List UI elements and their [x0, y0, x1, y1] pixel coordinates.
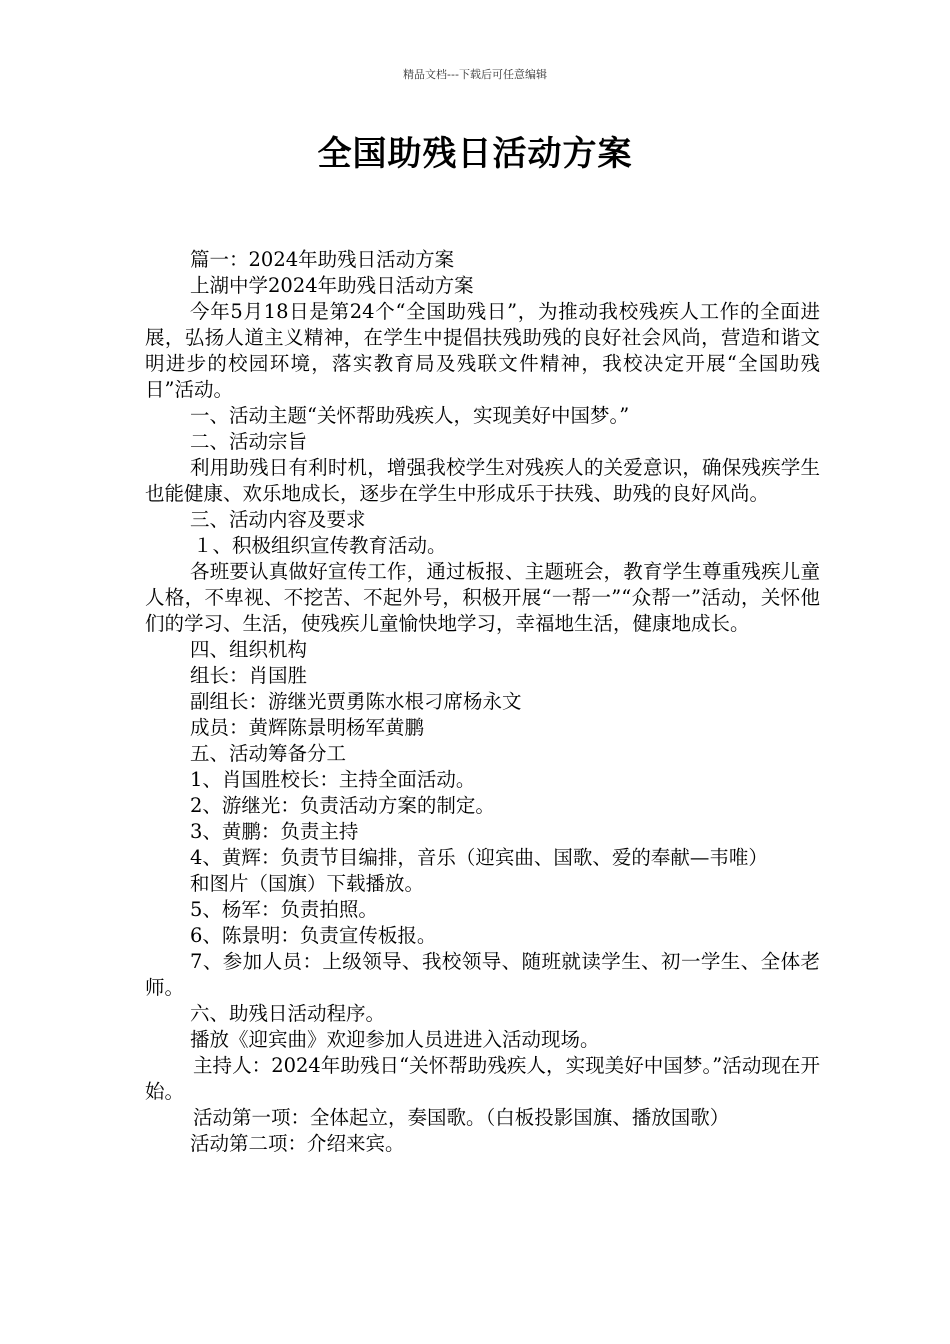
paragraph: 利用助残日有利时机，增强我校学生对残疾人的关爱意识，确保残疾学生也能健康、欢乐地成长，逐步在学生中形成乐于扶残、助残的良好风尚。 [145, 456, 820, 505]
paragraph: 3、黄鹏：负责主持 [190, 820, 359, 843]
paragraph: 篇一：2024年助残日活动方案 [190, 248, 455, 271]
paragraph: 5、杨军：负责拍照。 [190, 898, 378, 921]
paragraph: 活动第二项：介绍来宾。 [190, 1132, 405, 1155]
paragraph: 副组长：游继光贾勇陈水根刁席杨永文 [190, 690, 522, 713]
paragraph: 6、陈景明：负责宣传板报。 [190, 924, 437, 947]
header-note: 精品文档---下载后可任意编辑 [403, 68, 547, 81]
paragraph: 主持人：2024年助残日“关怀帮助残疾人，实现美好中国梦。”活动现在开始。 [145, 1054, 820, 1103]
paragraph: 上湖中学2024年助残日活动方案 [190, 274, 474, 297]
paragraph: 三、活动内容及要求 [190, 508, 366, 531]
document-body [145, 247, 820, 1157]
paragraph: 2、游继光：负责活动方案的制定。 [190, 794, 495, 817]
paragraph: 7、参加人员：上级领导、我校领导、随班就读学生、初一学生、全体老师。 [145, 950, 820, 999]
paragraph: 成员：黄辉陈景明杨军黄鹏 [190, 716, 425, 739]
paragraph: １、积极组织宣传教育活动。 [193, 534, 447, 557]
paragraph: 一、活动主题“关怀帮助残疾人，实现美好中国梦。” [190, 404, 630, 427]
paragraph: 二、活动宗旨 [190, 430, 308, 453]
paragraph: 组长：肖国胜 [190, 664, 308, 687]
paragraph: 1、肖国胜校长：主持全面活动。 [190, 768, 476, 791]
paragraph: 五、活动筹备分工 [190, 742, 347, 765]
document-title: 全国助残日活动方案 [317, 134, 633, 174]
paragraph: 各班要认真做好宣传工作，通过板报、主题班会，教育学生尊重残疾儿童人格，不卑视、不挖苦、不起外号，积极开展“一帮一”“众帮一”活动，关怀他们的学习、生活，使残疾儿童愉快地学习，幸福地生活，健康地成长。 [145, 560, 820, 635]
paragraph: 播放《迎宾曲》欢迎参加人员进进入活动现场。 [190, 1028, 600, 1051]
paragraph: 今年5月18日是第24个“全国助残日”，为推动我校残疾人工作的全面进展，弘扬人道主义精神，在学生中提倡扶残助残的良好社会风尚，营造和谐文明进步的校园环境，落实教育局及残联文件精神，我校决定开展“全国助残日”活动。 [145, 300, 820, 401]
paragraph: 六、助残日活动程序。 [190, 1002, 386, 1025]
paragraph: 四、组织机构 [190, 638, 308, 661]
paragraph: 活动第一项：全体起立，奏国歌。（白板投影国旗、播放国歌） [193, 1106, 730, 1129]
paragraph: 和图片（国旗）下载播放。 [190, 872, 425, 895]
paragraph: 4、黄辉：负责节目编排，音乐（迎宾曲、国歌、爱的奉献—韦唯） [190, 846, 768, 869]
